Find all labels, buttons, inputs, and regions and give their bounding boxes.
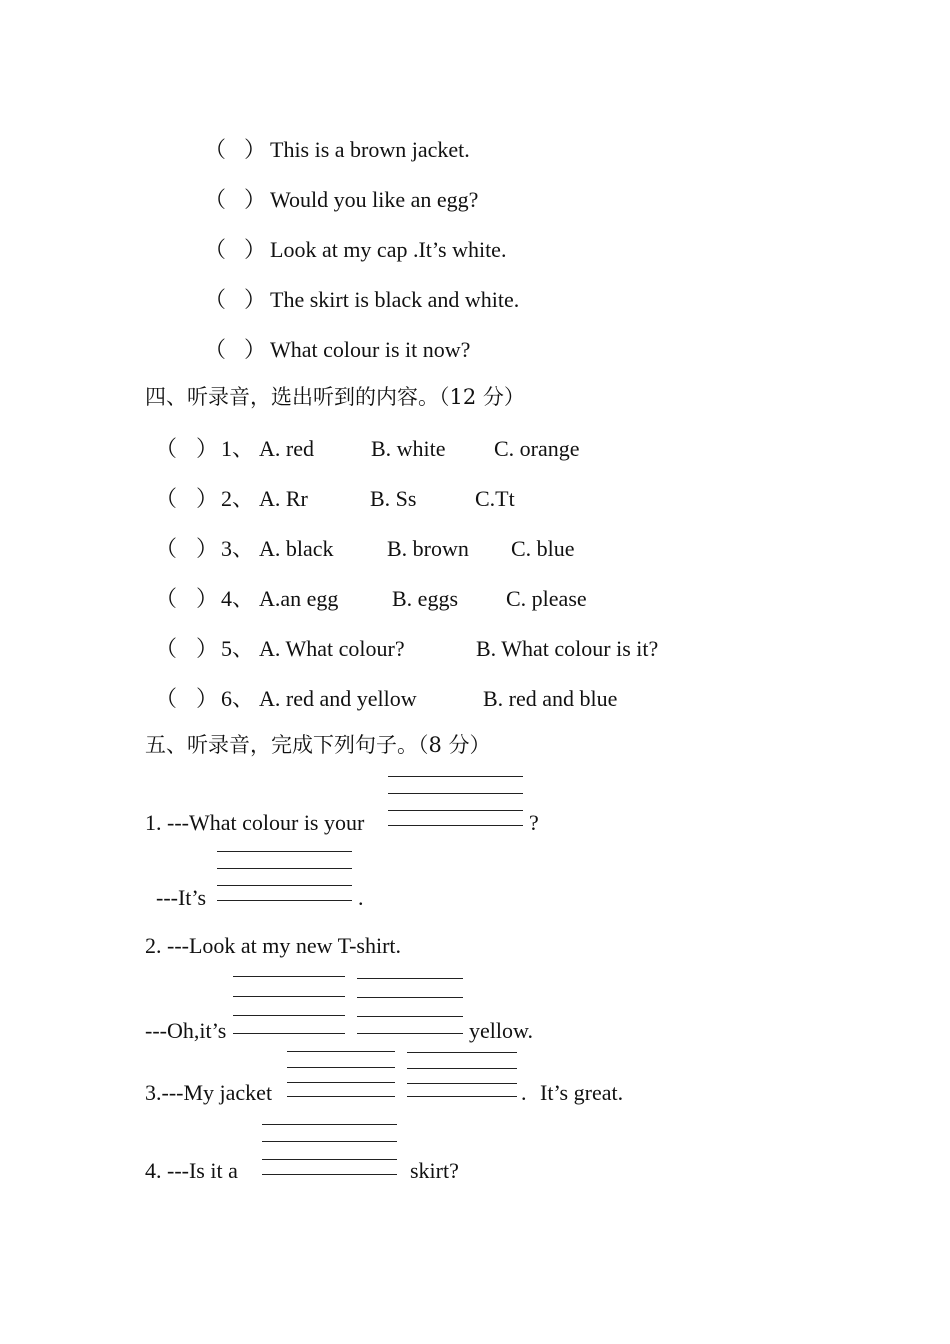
question-end: skirt? [410, 1158, 459, 1183]
bracket-close: ） [244, 187, 267, 212]
writing-line [217, 851, 352, 852]
bracket-open: （ [155, 686, 178, 711]
bracket-open: （ [204, 137, 227, 162]
option-b: B. Ss [370, 486, 417, 511]
question-text: 1. ---What colour is your [145, 810, 365, 835]
option-c: C.Tt [475, 486, 515, 511]
sentence-text: The skirt is black and white. [270, 287, 520, 312]
writing-line [407, 1052, 517, 1053]
writing-line [233, 996, 345, 997]
bracket-open: （ [155, 486, 178, 511]
writing-line [357, 1016, 463, 1017]
writing-line[interactable] [357, 1033, 463, 1034]
bracket-close: ） [196, 686, 219, 711]
option-b: B. white [371, 436, 446, 461]
writing-line[interactable] [388, 825, 523, 826]
option-b: B. What colour is it? [476, 636, 659, 661]
writing-line [388, 810, 523, 811]
writing-line [233, 976, 345, 977]
bracket-open: （ [204, 187, 227, 212]
section5-heading: 五、听录音，完成下列句子。（8 分） [145, 733, 491, 757]
bracket-close: ） [196, 636, 219, 661]
period: . [521, 1080, 527, 1105]
option-a: A. black [259, 536, 334, 561]
writing-line [287, 1067, 395, 1068]
question-text: 2. ---Look at my new T-shirt. [145, 933, 402, 958]
writing-line[interactable] [217, 900, 352, 901]
section4-heading: 四、听录音，选出听到的内容。（12 分） [145, 385, 525, 409]
writing-line [407, 1068, 517, 1069]
bracket-close: ） [196, 486, 219, 511]
sentence-text: What colour is it now? [270, 337, 471, 362]
item-number: 5、 [221, 636, 255, 661]
writing-line[interactable] [233, 1033, 345, 1034]
bracket-open: （ [155, 536, 178, 561]
answer-text: ---Oh,it’s [145, 1018, 227, 1043]
writing-line [388, 776, 523, 777]
option-a: A. Rr [259, 486, 308, 511]
item-number: 6、 [221, 686, 255, 711]
writing-line[interactable] [262, 1174, 397, 1175]
bracket-open: （ [204, 337, 227, 362]
bracket-close: ） [244, 337, 267, 362]
option-a: A. red [259, 436, 314, 461]
option-c: C. orange [494, 436, 580, 461]
sentence-text: This is a brown jacket. [270, 137, 470, 162]
writing-line [287, 1051, 395, 1052]
writing-line [233, 1015, 345, 1016]
bracket-open: （ [155, 636, 178, 661]
option-b: B. red and blue [483, 686, 618, 711]
sentence-text: Look at my cap .It’s white. [270, 237, 507, 262]
question-mark: ? [529, 810, 539, 835]
writing-line [357, 997, 463, 998]
bracket-close: ） [196, 436, 219, 461]
question-text: 4. ---Is it a [145, 1158, 238, 1183]
writing-line [357, 978, 463, 979]
question-text: 3.---My jacket [145, 1080, 273, 1105]
option-a: A. red and yellow [259, 686, 417, 711]
option-a: A. What colour? [259, 636, 405, 661]
bracket-close: ） [196, 586, 219, 611]
answer-text: ---It’s [156, 885, 207, 910]
writing-line [262, 1141, 397, 1142]
writing-line[interactable] [407, 1096, 517, 1097]
bracket-open: （ [155, 586, 178, 611]
item-number: 4、 [221, 586, 255, 611]
question-end: It’s great. [540, 1080, 624, 1105]
bracket-close: ） [196, 536, 219, 561]
option-b: B. brown [387, 536, 469, 561]
bracket-close: ） [244, 287, 267, 312]
item-number: 2、 [221, 486, 255, 511]
bracket-close: ） [244, 137, 267, 162]
period: . [358, 885, 364, 910]
option-b: B. eggs [392, 586, 458, 611]
item-number: 1、 [221, 436, 255, 461]
bracket-close: ） [244, 237, 267, 262]
writing-line [287, 1082, 395, 1083]
item-number: 3、 [221, 536, 255, 561]
answer-end: yellow. [469, 1018, 533, 1043]
bracket-open: （ [204, 287, 227, 312]
writing-line [217, 868, 352, 869]
writing-line [388, 793, 523, 794]
option-a: A.an egg [259, 586, 339, 611]
writing-line [217, 885, 352, 886]
writing-line[interactable] [287, 1096, 395, 1097]
option-c: C. please [506, 586, 587, 611]
sentence-text: Would you like an egg? [270, 187, 479, 212]
bracket-open: （ [204, 237, 227, 262]
bracket-open: （ [155, 436, 178, 461]
writing-line [262, 1124, 397, 1125]
writing-line [262, 1159, 397, 1160]
option-c: C. blue [511, 536, 575, 561]
writing-line [407, 1083, 517, 1084]
